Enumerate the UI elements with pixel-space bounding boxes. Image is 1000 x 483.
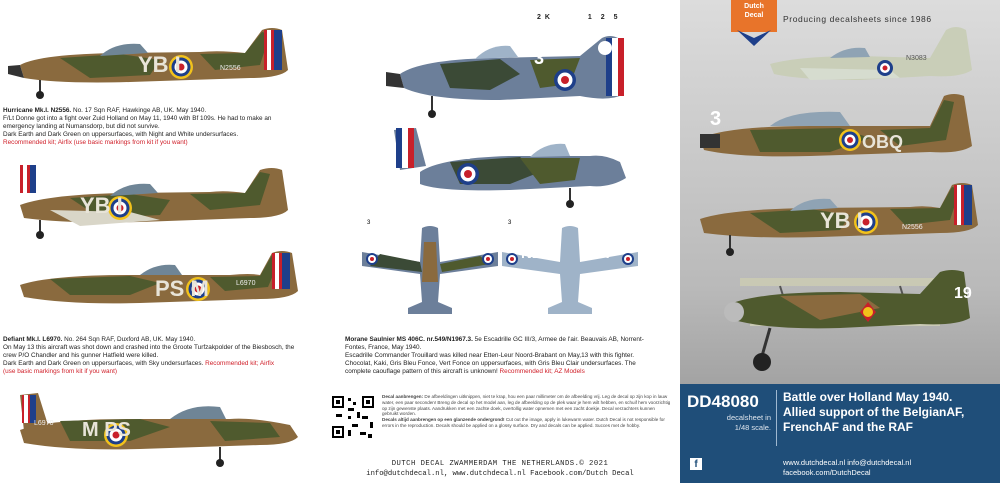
hurricane-caption — [3, 107, 303, 147]
product-scale-2: 1/48 scale. — [734, 423, 771, 432]
hurricane-caption-title: Hurricane Mk.I. N2556. — [3, 107, 72, 114]
decal-notice-nl: De afbeeldingen uitknippen, niet te krap, hou een paar millimeter om de afbeelding vrij. Leg de decal op zijn kop in lauw water, een paar seconden! Breng de decal op het model aan, leg de afbeelding op de plek waar je hem wilt hebben, en schuif hem voorzichtig op zijn gewenste plaats. Aandrukken met een zachte doek, overtollig water opnemen met een zacht doekje. Decal verzachters kunnen gebruikt worden. — [382, 394, 671, 417]
brand-tagline: Producing decalsheets since 1986 — [783, 14, 932, 24]
defiant-caption-body2: Dark Earth and Dark Green on uppersurfaces, with Sky undersurfaces. — [3, 360, 204, 367]
decal-notice-en: Cut out the image, apply in lukewarm water. Dutch Decal is not responsible for errors in the reproduction. Decals should be applied on a glossy surface. Dry and decals can be applied. Succes met de hobby. — [382, 417, 665, 428]
footer-address — [330, 460, 670, 468]
morane-caption-title-rest: 5e Escadrille GC III/3, Armee de l'air. Beauvais AB, Norrent-Fontes, France, May 1940. — [345, 336, 644, 351]
boxart-spitfire — [760, 20, 980, 100]
defiant-caption-kit: Recommended kit; Airfix — [205, 360, 275, 367]
facebook-icon[interactable]: f — [690, 458, 702, 470]
footer-contact: info@dutchdecal.nl, www.dutchdecal.nl Facebook.com/Dutch Decal — [366, 470, 634, 478]
morane-caption-kit: Recommended kit; AZ Models — [499, 368, 585, 375]
product-code: DD48080 — [687, 392, 759, 411]
boxart-spitfire-serial: N3083 — [906, 55, 927, 62]
product-scale-1: decalsheet in — [726, 413, 771, 422]
ms406-mark-2b: 2 — [600, 14, 605, 21]
product-title — [783, 390, 998, 435]
footer-address-line1: DUTCH DECAL ZWAMMERDAM THE NETHERLANDS. — [391, 460, 580, 468]
boxart-bomber-code: OBQ — [862, 132, 904, 152]
decal-notice — [382, 394, 672, 429]
product-divider — [776, 390, 777, 446]
hurricane-caption-body: F/Lt Donne got into a fight over Zuid Holland on May 11, 1940 with Bf 109s. He had to make an emergency landing at Numansdorp, but did not survive. — [3, 115, 272, 130]
qr-code — [330, 394, 376, 440]
ms406-small-mark-1: 3 — [367, 220, 371, 226]
defiant2-serial: L6970 — [34, 420, 54, 427]
morane-caption — [345, 336, 645, 376]
hurricane2-code: YB I — [80, 193, 123, 218]
product-title-line2: Allied support of the BelgianAF, — [783, 405, 965, 419]
hurricane1-serial: N2556 — [220, 65, 241, 72]
ms406-under-code-right: 67 — [596, 245, 613, 262]
ms406-mark-2: 2 — [537, 14, 541, 21]
boxart-biplane — [720, 268, 980, 378]
ms406-mark-5: 5 — [613, 14, 618, 21]
defiant-profile-2 — [10, 385, 305, 470]
ms406-under-code-left: N19 — [521, 245, 549, 262]
morane-caption-title: Morane Saulnier MS 406C. nr.549/N1967.3. — [345, 336, 473, 343]
ms406-number-2: 3 — [463, 143, 474, 163]
product-title-line3: FrenchAF and the RAF — [783, 420, 914, 434]
hurricane-caption-title-rest: No. 17 Sqn RAF, Hawkinge AB, UK. May 1940. — [71, 107, 207, 114]
defiant-caption-title-rest: No. 264 Sqn RAF, Duxford AB, UK. May 1940. — [62, 336, 196, 343]
boxart-biplane-num: 19 — [954, 285, 972, 302]
hurricane1-code-left: YB I — [138, 52, 181, 77]
defiant-caption-kit2: (use basic markings from kit if you want) — [3, 368, 118, 375]
morane-caption-body2: Chocolat, Kaki, Gris Bleu Fonce, Vert Fonce on uppersurfaces, with Gris Bleu Clair undersurfaces. The complete caouflage pattern of this aircraft is unknown! — [345, 360, 636, 375]
defiant-caption-body: On May 13 this aircraft was shot down and crashed into the Groote Turfzakpolder of the Biesbosch, the crew P/O Chandler and his gunner Hatfield were killed. — [3, 344, 295, 359]
ms406-number-1: 3 — [534, 48, 545, 68]
decal-notice-head2: Decals altijd aanbrengen op een glanzende ondergrond! — [382, 417, 505, 423]
footer-year: © 2021 — [579, 460, 609, 468]
hurricane-profile-2 — [10, 160, 300, 240]
ms406-top-marks — [537, 14, 637, 21]
ms406-under-view — [500, 222, 640, 322]
boxart-bomber — [690, 90, 980, 180]
boxart-hurricane-serial: N2556 — [902, 224, 923, 231]
product-web-links[interactable]: www.dutchdecal.nl info@dutchdecal.nl — [783, 458, 912, 467]
defiant1-code: PS M — [155, 276, 209, 301]
product-title-line1: Battle over Holland May 1940. — [783, 390, 953, 404]
defiant-caption-title: Defiant Mk.I. L6970. — [3, 336, 63, 343]
defiant1-serial: L6970 — [236, 280, 256, 287]
boxart-bomber-num: 3 — [710, 108, 722, 130]
hurricane-caption-body2: Dark Earth and Dark Green on uppersurfaces, with Night and White undersurfaces. — [3, 131, 239, 138]
ms406-profile-2 — [390, 122, 640, 212]
ms406-mark-1: 1 — [587, 14, 592, 21]
logo-line2: Decal — [744, 12, 764, 19]
morane-caption-body: Escadrille Commander Trouillard was killed near Etten-Leur Noord-Brabant on May,13 with this fighter. — [345, 352, 635, 359]
boxart-hurricane-code: YB I — [820, 208, 863, 233]
decal-notice-head: Decal aanbrengen: — [382, 394, 424, 399]
product-facebook-link[interactable]: facebook.com/DutchDecal — [783, 468, 871, 477]
ms406-mark-k: K — [544, 14, 550, 21]
ms406-profile-1 — [380, 24, 640, 124]
defiant2-code: M PS — [82, 419, 131, 441]
ms406-small-mark-2: 3 — [508, 220, 512, 226]
defiant-caption — [3, 336, 303, 376]
ms406-top-view — [360, 222, 500, 322]
hurricane-caption-kit: Recommended kit; Airfix (use basic markings from kit if you want) — [3, 139, 188, 146]
logo-line1: Dutch — [744, 3, 764, 10]
